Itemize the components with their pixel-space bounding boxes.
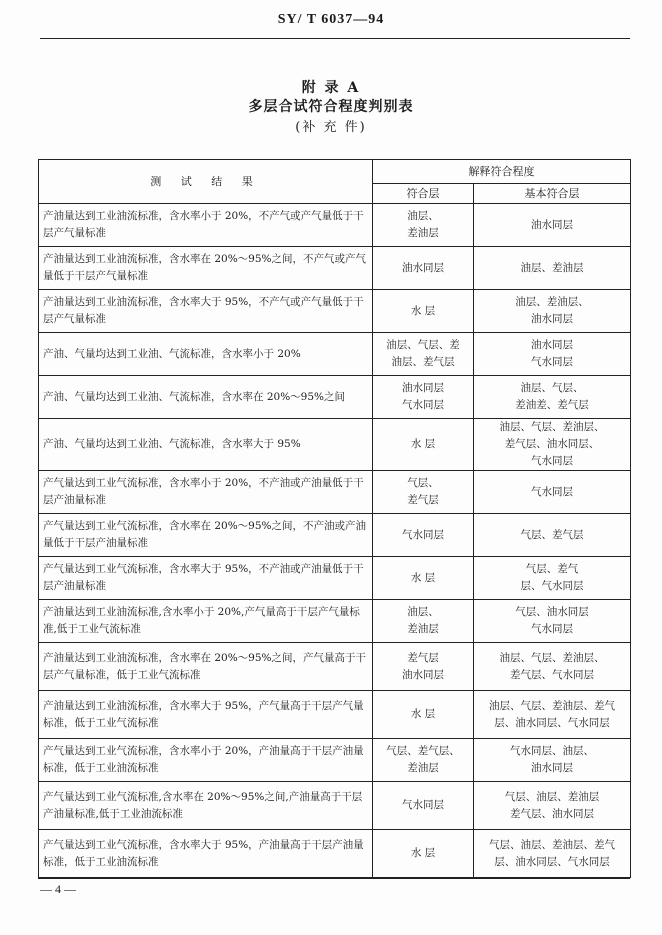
fit-layer-cell: 油水同层 气水同层: [373, 376, 474, 419]
fit-layer-cell: 差气层 油水同层: [373, 643, 474, 691]
table-row: [39, 514, 631, 557]
basic-fit-layer-cell: 油层、气层、 差油差、差气层: [474, 376, 631, 419]
table-row: [39, 333, 631, 376]
condition-cell: 产气量达到工业气流标准，含水率小于 20%，不产油或产油量低于干层产油量标准: [39, 471, 373, 514]
fit-layer-cell: 油层、 差油层: [373, 600, 474, 643]
appendix-title: 附 录 A: [301, 80, 361, 96]
standard-code: SY/ T 6037—94: [277, 12, 385, 27]
condition-cell: 产油、气量均达到工业油、气流标准，含水率小于 20%: [39, 333, 373, 376]
table-row: [39, 557, 631, 600]
basic-fit-layer-cell: 气水同层: [474, 471, 631, 514]
basic-fit-layer-cell: 气层、油层、差油层 差气层、油水同层: [474, 782, 631, 830]
conformity-table: [38, 159, 631, 878]
basic-fit-layer-cell: 油层、差油层: [474, 247, 631, 290]
fit-layer-cell: 油层、 差油层: [373, 204, 474, 247]
condition-cell: 产油量达到工业油流标准，含水率在 20%～95%之间，产气量高于干层产气量标准，低于工业气流标准: [39, 643, 373, 691]
basic-fit-layer-cell: 气层、油水同层 气水同层: [474, 600, 631, 643]
footer-rule: [38, 878, 630, 879]
fit-layer-cell: 水 层: [373, 290, 474, 333]
table-row: [39, 376, 631, 419]
basic-fit-layer-cell: 气层、油层、差油层、差气 层、油水同层、气水同层: [474, 830, 631, 878]
condition-cell: 产油、气量均达到工业油、气流标准，含水率在 20%～95%之间: [39, 376, 373, 419]
header-interpretation: 解释符合程度: [373, 160, 631, 184]
basic-fit-layer-cell: 气层、差气 层、气水同层: [474, 557, 631, 600]
basic-fit-layer-cell: 油层、差油层、 油水同层: [474, 290, 631, 333]
table-row: [39, 830, 631, 878]
basic-fit-layer-cell: 油层、气层、差油层、差气 层、油水同层、气水同层: [474, 691, 631, 739]
header-rule: [40, 38, 630, 39]
fit-layer-cell: 水 层: [373, 691, 474, 739]
table-row: [39, 600, 631, 643]
fit-layer-cell: 气层、差气层、 差油层: [373, 739, 474, 782]
supplement-label: (补 充 件): [295, 120, 367, 135]
basic-fit-layer-cell: 油水同层 气水同层: [474, 333, 631, 376]
page-number: — 4 —: [40, 882, 76, 896]
fit-layer-cell: 水 层: [373, 830, 474, 878]
fit-layer-cell: 气层、 差气层: [373, 471, 474, 514]
fit-layer-cell: 油层、气层、差 油层、差气层: [373, 333, 474, 376]
condition-cell: 产气量达到工业气流标准，含水率在 20%～95%之间，不产油或产油量低于干层产油量标准: [39, 514, 373, 557]
table-row: [39, 247, 631, 290]
header-basic-fit-layer: 基本符合层: [474, 184, 631, 204]
table-row: [39, 290, 631, 333]
condition-cell: 产油量达到工业油流标准，含水率在 20%～95%之间，不产气或产气量低于干层产气量标准: [39, 247, 373, 290]
table-row: [39, 643, 631, 691]
table-title: 多层合试符合程度判别表: [248, 99, 414, 115]
table-row: [39, 471, 631, 514]
condition-cell: 产气量达到工业气流标准,含水率在 20%～95%之间,产油量高于干层产油量标准,低于工业油流标准: [39, 782, 373, 830]
basic-fit-layer-cell: 油层、气层、差油层、 差气层、油水同层、 气水同层: [474, 419, 631, 471]
header-test-result: 测 试 结 果: [39, 160, 373, 204]
table-body: [39, 204, 631, 878]
condition-cell: 产油量达到工业油流标准，含水率小于 20%，不产气或产气量低于干层产气量标准: [39, 204, 373, 247]
table-row: [39, 691, 631, 739]
condition-cell: 产气量达到工业气流标准，含水率大于 95%，产油量高于干层产油量标准，低于工业油流标准: [39, 830, 373, 878]
table-row: [39, 419, 631, 471]
fit-layer-cell: 水 层: [373, 557, 474, 600]
condition-cell: 产气量达到工业气流标准，含水率小于 20%，产油量高于干层产油量标准，低于工业油流标准: [39, 739, 373, 782]
condition-cell: 产气量达到工业气流标准，含水率大于 95%，不产油或产油量低于干层产油量标准: [39, 557, 373, 600]
fit-layer-cell: 气水同层: [373, 782, 474, 830]
condition-cell: 产油量达到工业油流标准，含水率大于 95%，产气量高于干层产气量标准，低于工业气流标准: [39, 691, 373, 739]
fit-layer-cell: 油水同层: [373, 247, 474, 290]
table-row: [39, 204, 631, 247]
condition-cell: 产油、气量均达到工业油、气流标准，含水率大于 95%: [39, 419, 373, 471]
basic-fit-layer-cell: 油层、气层、差油层、 差气层、气水同层: [474, 643, 631, 691]
basic-fit-layer-cell: 气层、差气层: [474, 514, 631, 557]
fit-layer-cell: 水 层: [373, 419, 474, 471]
basic-fit-layer-cell: 油水同层: [474, 204, 631, 247]
basic-fit-layer-cell: 气水同层、油层、 油水同层: [474, 739, 631, 782]
fit-layer-cell: 气水同层: [373, 514, 474, 557]
header-fit-layer: 符合层: [373, 184, 474, 204]
condition-cell: 产油量达到工业油流标准,含水率小于 20%,产气量高于干层产气量标准,低于工业气流标准: [39, 600, 373, 643]
table-row: [39, 739, 631, 782]
condition-cell: 产油量达到工业油流标准，含水率大于 95%，不产气或产气量低于干层产气量标准: [39, 290, 373, 333]
table-row: [39, 782, 631, 830]
